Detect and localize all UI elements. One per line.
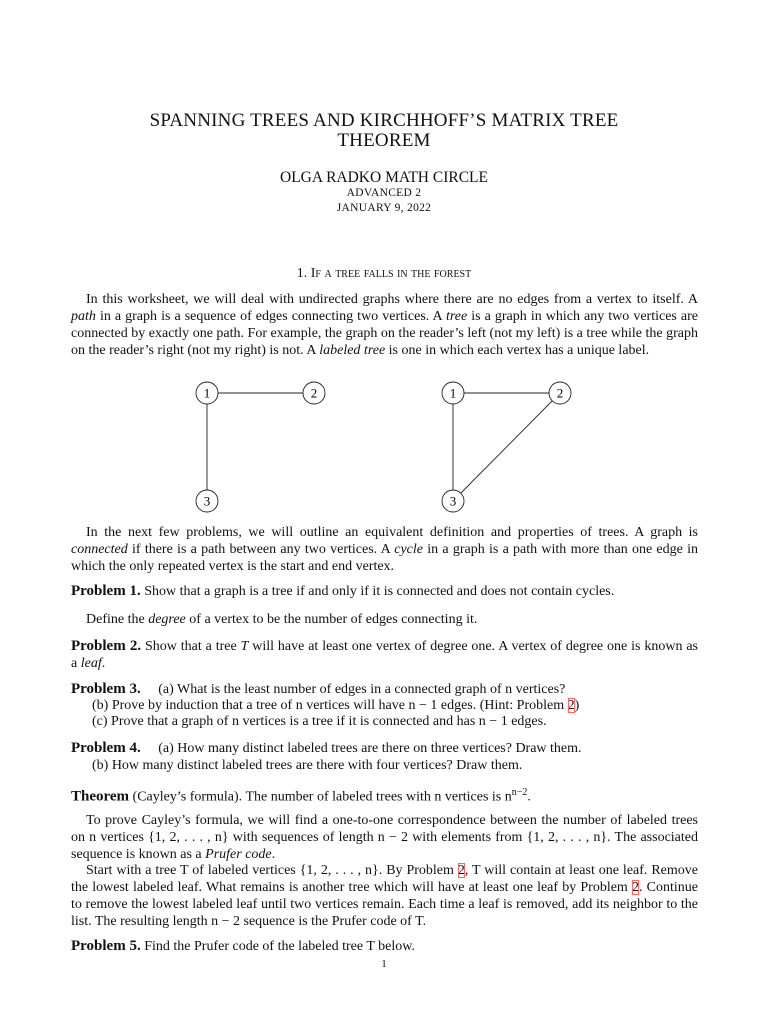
problem-2 bbox=[71, 638, 698, 672]
theorem-text: The number of labeled trees with n vertices is n bbox=[245, 789, 512, 805]
problem-2-text-c: . bbox=[101, 656, 106, 671]
cayley-text-a: To prove Cayley’s formula, we will find a one-to-one correspondence between the number of labeled trees on n vertices {1, 2, . . . , n} with sequences of length n − 2 with elements from {1, 2, . . . , n}. The associated sequence is known as a bbox=[71, 813, 698, 862]
cayley-text-b: . bbox=[271, 847, 276, 862]
theorem-name: (Cayley’s formula). bbox=[132, 789, 243, 805]
author-line: OLGA RADKO MATH CIRCLE bbox=[280, 169, 488, 186]
term-labeled-tree: labeled tree bbox=[319, 343, 386, 358]
theorem-exponent: n−2 bbox=[511, 787, 528, 798]
problem-5-label: Problem 5. bbox=[71, 938, 141, 954]
algo-text-b: , T will contain at least one leaf. Remove the lowest labeled leaf. What remains is another tree which will have at least one leaf by Problem bbox=[71, 863, 699, 895]
title-line-2: THEOREM bbox=[337, 130, 431, 151]
intro-paragraph bbox=[71, 291, 698, 359]
term-degree: degree bbox=[148, 612, 186, 627]
problem-2-reference-link-2[interactable]: 2 bbox=[631, 880, 639, 895]
problem-4 bbox=[71, 740, 698, 757]
problem-2-text-a: Show that a tree bbox=[141, 639, 241, 654]
term-connected: connected bbox=[71, 542, 128, 557]
problem-4-part-b: (b) How many distinct labeled trees are there with four vertices? Draw them. bbox=[92, 758, 523, 773]
problem-2-reference-link[interactable]: 2 bbox=[567, 698, 575, 713]
def-text-b: if there is a path between any two vertices. A bbox=[127, 542, 395, 557]
intro-text-c: is a graph in which any two vertices are connected by exactly one path. For example, the graph on the reader’s left (not my left) is a tree while the graph on the reader’s right (not my right) is not. A bbox=[71, 309, 699, 358]
def-text-c: in a graph is a path with more than one edge in which the only repeated vertex is the start and end vertex. bbox=[71, 542, 698, 574]
cayley-theorem bbox=[71, 784, 698, 806]
degree-text-a: Define the bbox=[86, 612, 149, 627]
degree-definition bbox=[71, 611, 698, 628]
section-number: 1. bbox=[296, 266, 308, 281]
def-text-a: In the next few problems, we will outline an equivalent definition and properties of trees. A graph is bbox=[86, 525, 698, 540]
title-line-1: SPANNING TREES AND KIRCHHOFF’S MATRIX TREE bbox=[149, 110, 619, 131]
term-path: path bbox=[71, 309, 96, 324]
algo-text-c: . Continue to remove the lowest labeled leaf until two vertices remain. Each time a leaf is removed, add its neighbor to the list. The resulting length n − 2 sequence is the Prufer code of T. bbox=[71, 880, 698, 929]
page-number: 1 bbox=[381, 958, 387, 970]
problem-3-part-b-end: ) bbox=[574, 698, 580, 713]
problem-5-text: Find the Prufer code of the labeled tree T below. bbox=[140, 939, 415, 954]
var-T: T bbox=[240, 639, 249, 654]
problem-3-part-b-line bbox=[92, 697, 698, 714]
problem-2-reference-link-1[interactable]: 2 bbox=[457, 863, 465, 878]
intro-text-a: In this worksheet, we will deal with undirected graphs where there are no edges from a vertex to itself. A bbox=[86, 292, 698, 307]
problem-4-label: Problem 4. bbox=[71, 740, 141, 756]
problem-2-label: Problem 2. bbox=[71, 638, 142, 654]
problem-3-part-b: (b) Prove by induction that a tree of n vertices will have n − 1 edges. (Hint: Problem bbox=[92, 698, 568, 713]
definitions-paragraph bbox=[71, 524, 698, 575]
term-leaf: leaf bbox=[80, 656, 102, 671]
problem-3-label: Problem 3. bbox=[71, 681, 141, 697]
right-vertex-label-1: 1 bbox=[449, 385, 457, 401]
algo-text-a: Start with a tree T of labeled vertices {1, 2, . . . , n}. By Problem bbox=[86, 863, 458, 878]
intro-text-d: is one in which each vertex has a unique label. bbox=[385, 343, 650, 358]
problem-1-label: Problem 1. bbox=[71, 583, 141, 599]
theorem-end: . bbox=[527, 789, 531, 805]
cycle-graph-right bbox=[442, 382, 571, 512]
term-prufer-code: Prufer code bbox=[205, 847, 272, 862]
cayley-proof-paragraph bbox=[71, 812, 698, 863]
problem-3 bbox=[71, 681, 698, 698]
prufer-algorithm-paragraph bbox=[71, 862, 698, 930]
section-heading bbox=[80, 266, 688, 282]
document-title bbox=[80, 111, 688, 151]
right-vertex-label-3: 3 bbox=[449, 493, 457, 509]
problem-2-text-b: will have at least one vertex of degree one. A vertex of degree one is known as a bbox=[71, 639, 698, 671]
problem-1 bbox=[71, 583, 698, 600]
term-cycle: cycle bbox=[394, 542, 423, 557]
problem-3-part-a: (a) What is the least number of edges in a connected graph of n vertices? bbox=[158, 682, 566, 697]
degree-text-b: of a vertex to be the number of edges connecting it. bbox=[185, 612, 478, 627]
level-line: ADVANCED 2 bbox=[346, 187, 422, 199]
left-vertex-label-1: 1 bbox=[203, 385, 211, 401]
left-vertex-label-3: 3 bbox=[203, 493, 211, 509]
tree-graph-left bbox=[196, 382, 325, 512]
problem-1-text: Show that a graph is a tree if and only if it is connected and does not contain cycles. bbox=[140, 584, 615, 599]
term-tree: tree bbox=[445, 309, 468, 324]
theorem-label: Theorem bbox=[71, 788, 130, 805]
date-line: JANUARY 9, 2022 bbox=[336, 202, 432, 214]
problem-3-part-c: (c) Prove that a graph of n vertices is a tree if it is connected and has n − 1 edges. bbox=[92, 714, 547, 729]
problem-5 bbox=[71, 938, 698, 955]
intro-text-b: in a graph is a sequence of edges connecting two vertices. A bbox=[95, 309, 446, 324]
left-vertex-label-2: 2 bbox=[310, 385, 318, 401]
right-vertex-label-2: 2 bbox=[556, 385, 564, 401]
graph-figures bbox=[0, 375, 768, 515]
section-title: If a tree falls in the forest bbox=[310, 266, 472, 281]
problem-4-part-a: (a) How many distinct labeled trees are there on three vertices? Draw them. bbox=[158, 741, 582, 756]
